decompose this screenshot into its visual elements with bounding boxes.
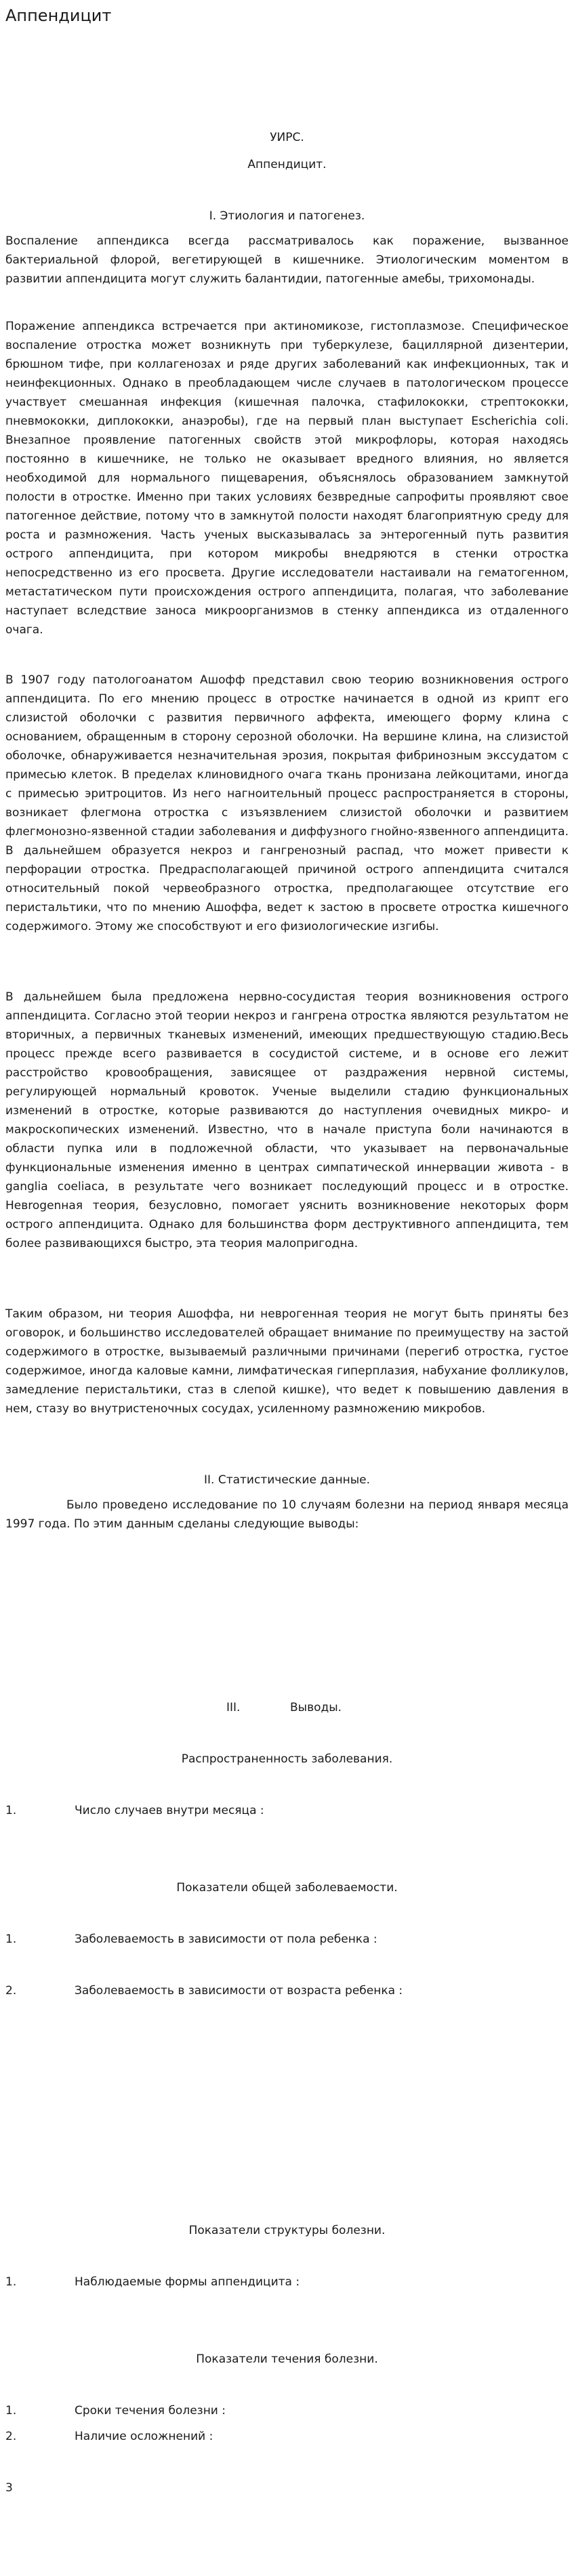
general-morbidity-title: Показатели общей заболеваемости. bbox=[176, 1881, 398, 1895]
paragraph-conclusion-theories: Таким образом, ни теория Ашоффа, ни неврогенная теория не могут быть приняты без оговорок, и большинство исследователей обращает внимание по преимуществу на застой содержимого в отростке, вызываемый различными причинами (перегиб отростка, густое содержимое, иногда каловые камни, лимфатическая гиперплазия, набухание фолликулов, замедление перистальтики, стаз в слепой кишке), что ведет к повышению давления в нем, стазу во внутристеночных сосудах, усиленному размножению микробов. bbox=[5, 1307, 569, 1416]
list-item-text: Число случаев внутри месяца : bbox=[75, 1804, 264, 1817]
prevalence-title: Распространенность заболевания. bbox=[181, 1752, 393, 1766]
paragraph-ashoff-theory: В 1907 году патологоанатом Ашофф представил свою теорию возникновения острого аппендицита. По его мнению процесс в отростке начинается в одной из крипт его слизистой оболочки с развития первичного аффекта, имеющего форму клина с основанием, обращенным в сторону серозной оболочки. На вершине клина, на слизистой оболочке, обнаруживается незначительная эрозия, покрытая фибринозным экссудатом с примесью клеток. В пределах клиновидного очага ткань пронизана лейкоцитами, иногда с примесью эритроцитов. Из него нагноительный процесс распространяется в стороны, возникает флегмона отростка с изъязвлением слизистой оболочки и развитием флегмонозно-язвенной стадии заболевания и диффузного гнойно-язвенного аппендицита. В дальнейшем образуется некроз и гангренозный распад, что может привести к перфорации отростка. Предрасполагающей причиной острого аппендицита считался относительный покой червеобразного отростка, предполагающее отсутствие его перистальтики, что по мнению Ашоффа, ведет к застою в просвете отростка кишечного содержимого. Этому же способствуют и его физиологические изгибы. bbox=[5, 673, 569, 933]
paragraph-etiology-1: Воспаление аппендикса всегда рассматривалось как поражение, вызванное бактериальной флорой, вегетирующей в кишечнике. Этиологическим моментом в развитии аппендицита могут служить балантидии, патогенные амебы, трихомонады. bbox=[5, 234, 569, 286]
list-item-text: Наличие осложнений : bbox=[75, 2430, 213, 2443]
list-item-number: 2. bbox=[5, 2430, 17, 2443]
paragraph-etiology-2: Поражение аппендикса встречается при актиномикозе, гистоплазмозе. Специфическое воспаление отростка может возникнуть при туберкулезе, бациллярной дизентерии, брюшном тифе, при коллагенозах и ряде других заболеваний как инфекционных, так и неинфекционных. Однако в преобладающем числе случаев в патологическом процессе участвует смешанная инфекция (кишечная палочка, стафилококки, стрептококки, пневмококки, диплококки, анаэробы), где на первый план выступает Escherichia coli. Внезапное проявление патогенных свойств этой микрофлоры, которая находясь постоянно в кишечнике, не только не оказывает вредного влияния, но является необходимой для нормального пищеварения, объяснялось образованием замкнутой полости в отростке. Именно при таких условиях безвредные сапрофиты проявляют свое патогенное действие, потому что в замкнутой полости находят благоприятную среду для роста и размножения. Часть ученых высказывалась за энтерогенный путь развития острого аппендицита, при котором микробы внедряются в стенки отростка непосредственно из его просвета. Другие исследователи настаивали на гематогенном, метастатическом пути происхождения острого аппендицита, полагая, что заболевание наступает вследствие заноса микроорганизмов в стенку аппендикса из отдаленного очага. bbox=[5, 320, 569, 637]
document-header-topic: Аппендицит. bbox=[247, 158, 327, 171]
list-item-text: Заболеваемость в зависимости от пола ребенка : bbox=[75, 1933, 377, 1946]
list-item-number: 2. bbox=[5, 1984, 17, 1998]
list-item-text: Сроки течения болезни : bbox=[75, 2404, 226, 2417]
list-item-number: 1. bbox=[5, 2275, 17, 2289]
list-item-number: 1. bbox=[5, 1933, 17, 1946]
page-title: Аппендицит bbox=[5, 6, 112, 25]
list-item-text: Заболеваемость в зависимости от возраста ребенка : bbox=[75, 1984, 403, 1998]
section-2-heading: II. Статистические данные. bbox=[204, 1473, 370, 1487]
document-header-uirs: УИРС. bbox=[270, 131, 304, 144]
course-title: Показатели течения болезни. bbox=[196, 2352, 378, 2366]
page-number: 3 bbox=[5, 2481, 13, 2495]
paragraph-statistics: Было проведено исследование по 10 случаям болезни на период января месяца 1997 года. По этим данным сделаны следующие выводы: bbox=[5, 1498, 569, 1531]
section-3-title: Выводы. bbox=[290, 1701, 342, 1714]
paragraph-neurovascular-theory: В дальнейшем была предложена нервно-сосудистая теория возникновения острого аппендицита. Согласно этой теории некроз и гангрена отростка являются результатом не вторичных, а первичных тканевых изменений, имеющих предшествующую стадию.Весь процесс прежде всего развивается в сосудистой системе, и в основе его лежит расстройство кровообращения, зависящее от раздражения нервной системы, регулирующей нормальный кровоток. Ученые выделили стадию функциональных изменений в отростке, которые развиваются до наступления очевидных микро- и макроскопических изменений. Известно, что в начале приступа боли начинаются в области пупка или в подложечной области, что указывает на первоначальные функциональные изменения именно в центрах симпатической иннервации живота - в ganglia coeliaca, в результате чего возникает последующий процесс и в отростке. Невrogenная теория, безусловно, помогает уяснить возникновение некоторых форм острого аппендицита. Однако для большинства форм деструктивного аппендицита, тем более развивающихся быстро, эта теория малопригодна. bbox=[5, 990, 569, 1250]
section-1-heading: I. Этиология и патогенез. bbox=[209, 209, 365, 223]
list-item-number: 1. bbox=[5, 1804, 17, 1817]
list-item-number: 1. bbox=[5, 2404, 17, 2417]
section-3-number: III. bbox=[226, 1701, 241, 1714]
structure-title: Показатели структуры болезни. bbox=[188, 2224, 386, 2237]
list-item-text: Наблюдаемые формы аппендицита : bbox=[75, 2275, 300, 2289]
